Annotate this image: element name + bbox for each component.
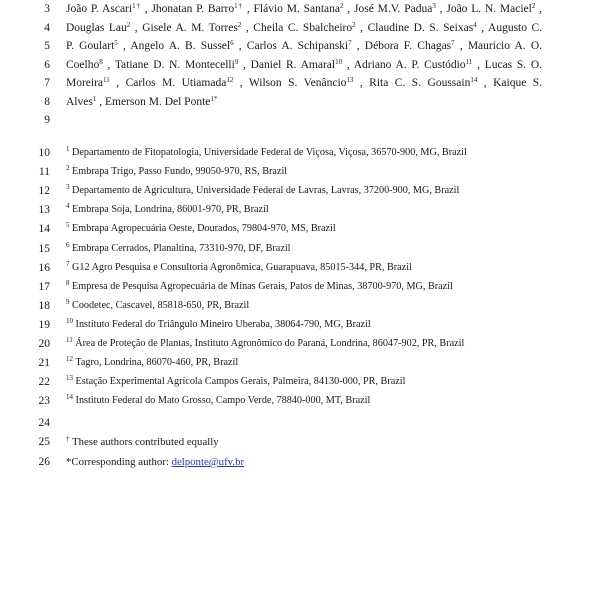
affiliation-text xyxy=(66,220,336,238)
affiliation-marker: 11 xyxy=(103,76,110,85)
author-name: , Adriano A. P. Custódio xyxy=(346,58,466,71)
affiliation-name: Embrapa Trigo, Passo Fundo, 99050-970, RS, Brazil xyxy=(72,166,288,178)
affiliation-line xyxy=(0,182,600,200)
affiliation-name: Tagro, Londrina, 86070-460, PR, Brazil xyxy=(75,357,239,369)
author-name: , Mauricio A. O. xyxy=(459,40,542,53)
author-name: , João L. N. Maciel xyxy=(439,3,532,15)
affiliation-marker: 1* xyxy=(210,95,218,103)
dagger-marker: † xyxy=(66,435,70,443)
affiliation-name: Área de Proteção de Plantas, Instituto Agronômico do Paraná, Londrina, 86047-902, PR, Brazil xyxy=(75,338,465,349)
affiliation-line xyxy=(0,316,600,334)
affiliation-marker: 13 xyxy=(346,76,354,85)
affiliation-text xyxy=(66,335,464,353)
affiliation-marker: 7 xyxy=(451,39,455,48)
line-number: 26 xyxy=(38,456,50,468)
affiliation-text xyxy=(66,259,412,277)
line-number: 16 xyxy=(38,261,50,274)
affiliation-marker: 1† xyxy=(132,2,141,10)
line-number: 22 xyxy=(38,376,50,389)
affiliation-name: Departamento de Agricultura, Universidade Federal de Lavras, Lavras, 37200-900, MG, Brazil xyxy=(72,185,460,197)
affiliation-number: 4 xyxy=(66,202,70,211)
affiliation-marker: 8 xyxy=(99,57,103,66)
affiliation-line xyxy=(0,144,600,162)
author-name: , Flávio M. Santana xyxy=(246,3,341,15)
affiliation-text xyxy=(66,182,459,200)
author-name: Moreira xyxy=(66,77,104,90)
equal-contribution-note xyxy=(0,433,600,451)
author-line-text xyxy=(66,74,542,92)
affiliation-marker: 14 xyxy=(470,76,478,85)
affiliation-marker: 9 xyxy=(234,57,239,66)
affiliation-number: 7 xyxy=(66,259,70,268)
affiliation-marker: 2 xyxy=(126,20,131,29)
author-name: , Wilson S. Venâncio xyxy=(239,77,347,90)
affiliation-line xyxy=(0,163,600,181)
affiliation-name: Estação Experimental Agrícola Campos Gerais, Palmeira, 84130-000, PR, Brazil xyxy=(75,376,406,388)
affiliation-text xyxy=(66,144,467,162)
line-number: 6 xyxy=(44,58,50,71)
affiliation-name: Embrapa Cerrados, Planaltina, 73310-970, DF, Brazil xyxy=(72,242,291,254)
line-number: 21 xyxy=(38,357,50,370)
affiliation-number: 2 xyxy=(66,164,70,173)
affiliation-marker: 11 xyxy=(465,57,473,66)
affiliation-number: 11 xyxy=(66,336,73,344)
line-number: 14 xyxy=(38,223,50,236)
author-line-text xyxy=(66,37,542,55)
author-name: , Augusto C. xyxy=(481,21,542,34)
author-name: , Tatiane D. N. Montecelli xyxy=(107,58,235,71)
line-number: 11 xyxy=(38,166,50,179)
affiliation-number: 9 xyxy=(66,297,70,306)
author-name: , Emerson M. Del Ponte xyxy=(99,96,211,108)
affiliation-text xyxy=(66,201,269,219)
line-number: 20 xyxy=(38,338,50,350)
equal-contribution-text: † These authors contributed equally xyxy=(66,435,219,448)
author-line xyxy=(0,0,600,18)
author-name: P. Goulart xyxy=(66,40,115,53)
line-number: 5 xyxy=(44,40,50,53)
author-name: , Angelo A. B. Sussel xyxy=(122,40,231,53)
line-number: 12 xyxy=(38,185,50,198)
affiliation-number: 13 xyxy=(66,374,73,383)
affiliation-marker: 2 xyxy=(352,20,356,29)
line-number: 25 xyxy=(38,436,50,448)
affiliation-text xyxy=(66,392,370,410)
author-line-text xyxy=(66,0,542,18)
author-name: Alves xyxy=(66,96,93,108)
author-name: , Daniel R. Amaral xyxy=(243,58,336,71)
affiliation-text xyxy=(66,297,249,315)
affiliation-line xyxy=(0,278,600,296)
affiliation-name: Instituto Federal do Mato Grosso, Campo Verde, 78840-000, MT, Brazil xyxy=(75,395,371,407)
affiliation-marker: 1† xyxy=(234,2,243,10)
line-number: 7 xyxy=(44,77,50,90)
affiliation-line xyxy=(0,297,600,315)
affiliation-name: Embrapa Agropecuária Oeste, Dourados, 79804-970, MS, Brazil xyxy=(72,223,336,235)
affiliation-number: 3 xyxy=(66,183,70,192)
author-name: , Jhonatan P. Barro xyxy=(144,3,235,15)
affiliation-number: 5 xyxy=(66,221,70,230)
line-number: 23 xyxy=(38,395,50,408)
affiliation-line xyxy=(0,240,600,258)
author-name: , Carlos A. Schipanski xyxy=(238,40,349,53)
author-line xyxy=(0,74,600,92)
author-line xyxy=(0,56,600,74)
affiliation-line xyxy=(0,201,600,219)
affiliation-marker: 2 xyxy=(531,2,536,10)
affiliation-marker: 2 xyxy=(340,2,344,10)
author-name: Douglas Lau xyxy=(66,21,127,34)
author-line xyxy=(0,19,600,37)
corresponding-author-note xyxy=(0,453,600,471)
affiliation-marker: 2 xyxy=(237,20,242,29)
affiliation-number: 8 xyxy=(66,278,70,287)
affiliation-number: 10 xyxy=(66,316,73,325)
affiliation-number: 12 xyxy=(66,355,73,364)
author-name: , Kaique S. xyxy=(483,77,542,90)
affiliation-number: 14 xyxy=(66,393,73,402)
affiliation-text xyxy=(66,240,291,258)
affiliation-text xyxy=(66,316,371,334)
affiliation-marker: 12 xyxy=(226,76,234,85)
line-number: 10 xyxy=(38,147,50,159)
line-number: 4 xyxy=(44,21,50,34)
author-line xyxy=(0,93,600,111)
author-name: , Carlos M. Utiamada xyxy=(116,77,227,90)
affiliation-line xyxy=(0,373,600,391)
line-number: 8 xyxy=(44,96,50,108)
line-number: 9 xyxy=(44,113,50,126)
author-line-text xyxy=(66,56,542,74)
affiliation-marker: 1 xyxy=(92,95,97,103)
line-number: 19 xyxy=(38,318,50,331)
affiliation-text xyxy=(66,163,287,181)
corresponding-email-link[interactable]: delponte@ufv.br xyxy=(171,456,245,468)
author-name: , Cheila C. Sbalcheiro xyxy=(245,21,353,34)
author-name: , Lucas S. O. xyxy=(477,58,542,71)
affiliation-marker: 6 xyxy=(230,39,234,48)
affiliation-number: 6 xyxy=(66,240,70,249)
affiliation-line xyxy=(0,259,600,277)
blank-line xyxy=(0,414,600,432)
line-number: 13 xyxy=(38,204,50,217)
affiliation-marker: 7 xyxy=(348,39,352,48)
author-name: , xyxy=(539,3,542,15)
author-name: , Débora F. Chagas xyxy=(356,40,452,53)
affiliation-line xyxy=(0,354,600,372)
affiliation-marker: 10 xyxy=(335,57,343,66)
line-number: 17 xyxy=(38,280,50,293)
line-number: 3 xyxy=(44,3,50,15)
affiliation-name: Departamento de Fitopatologia, Universidade Federal de Viçosa, Viçosa, 36570-900, MG, Brazil xyxy=(72,147,467,158)
affiliation-text xyxy=(66,278,453,296)
affiliation-name: G12 Agro Pesquisa e Consultoria Agronômica, Guarapuava, 85015-344, PR, Brazil xyxy=(72,261,412,273)
author-line-text xyxy=(66,19,542,37)
affiliation-marker: 3 xyxy=(432,2,436,10)
affiliation-text xyxy=(66,354,238,372)
affiliation-marker: 4 xyxy=(473,20,477,29)
author-line-text xyxy=(66,93,217,111)
affiliation-text xyxy=(66,373,405,391)
blank-line xyxy=(0,111,600,129)
author-name: , Rita C. S. Goussain xyxy=(359,77,471,90)
affiliation-name: Embrapa Soja, Londrina, 86001-970, PR, Brazil xyxy=(72,204,269,216)
author-name: , Gisele A. M. Torres xyxy=(134,21,238,34)
affiliation-number: 1 xyxy=(66,145,70,153)
corresponding-author-text: *Corresponding author: delponte@ufv.br xyxy=(66,456,245,468)
author-name: João P. Ascari xyxy=(66,3,133,15)
affiliation-line xyxy=(0,220,600,238)
affiliation-name: Empresa de Pesquisa Agropecuária de Minas Gerais, Patos de Minas, 38700-970, MG, Brazil xyxy=(72,280,453,292)
affiliation-name: Instituto Federal do Triângulo Mineiro Uberaba, 38064-790, MG, Brazil xyxy=(75,318,371,330)
line-number: 15 xyxy=(38,242,50,255)
author-line xyxy=(0,37,600,55)
affiliation-line xyxy=(0,392,600,410)
author-name: , José M.V. Padua xyxy=(347,3,433,15)
author-name: Coelho xyxy=(66,58,100,71)
affiliation-marker: 5 xyxy=(114,39,118,48)
line-number: 24 xyxy=(38,417,50,429)
affiliation-name: Coodetec, Cascavel, 85818-650, PR, Brazil xyxy=(72,299,250,311)
author-name: , Claudine D. S. Seixas xyxy=(360,21,474,34)
affiliation-line xyxy=(0,335,600,353)
line-number: 18 xyxy=(38,299,50,312)
